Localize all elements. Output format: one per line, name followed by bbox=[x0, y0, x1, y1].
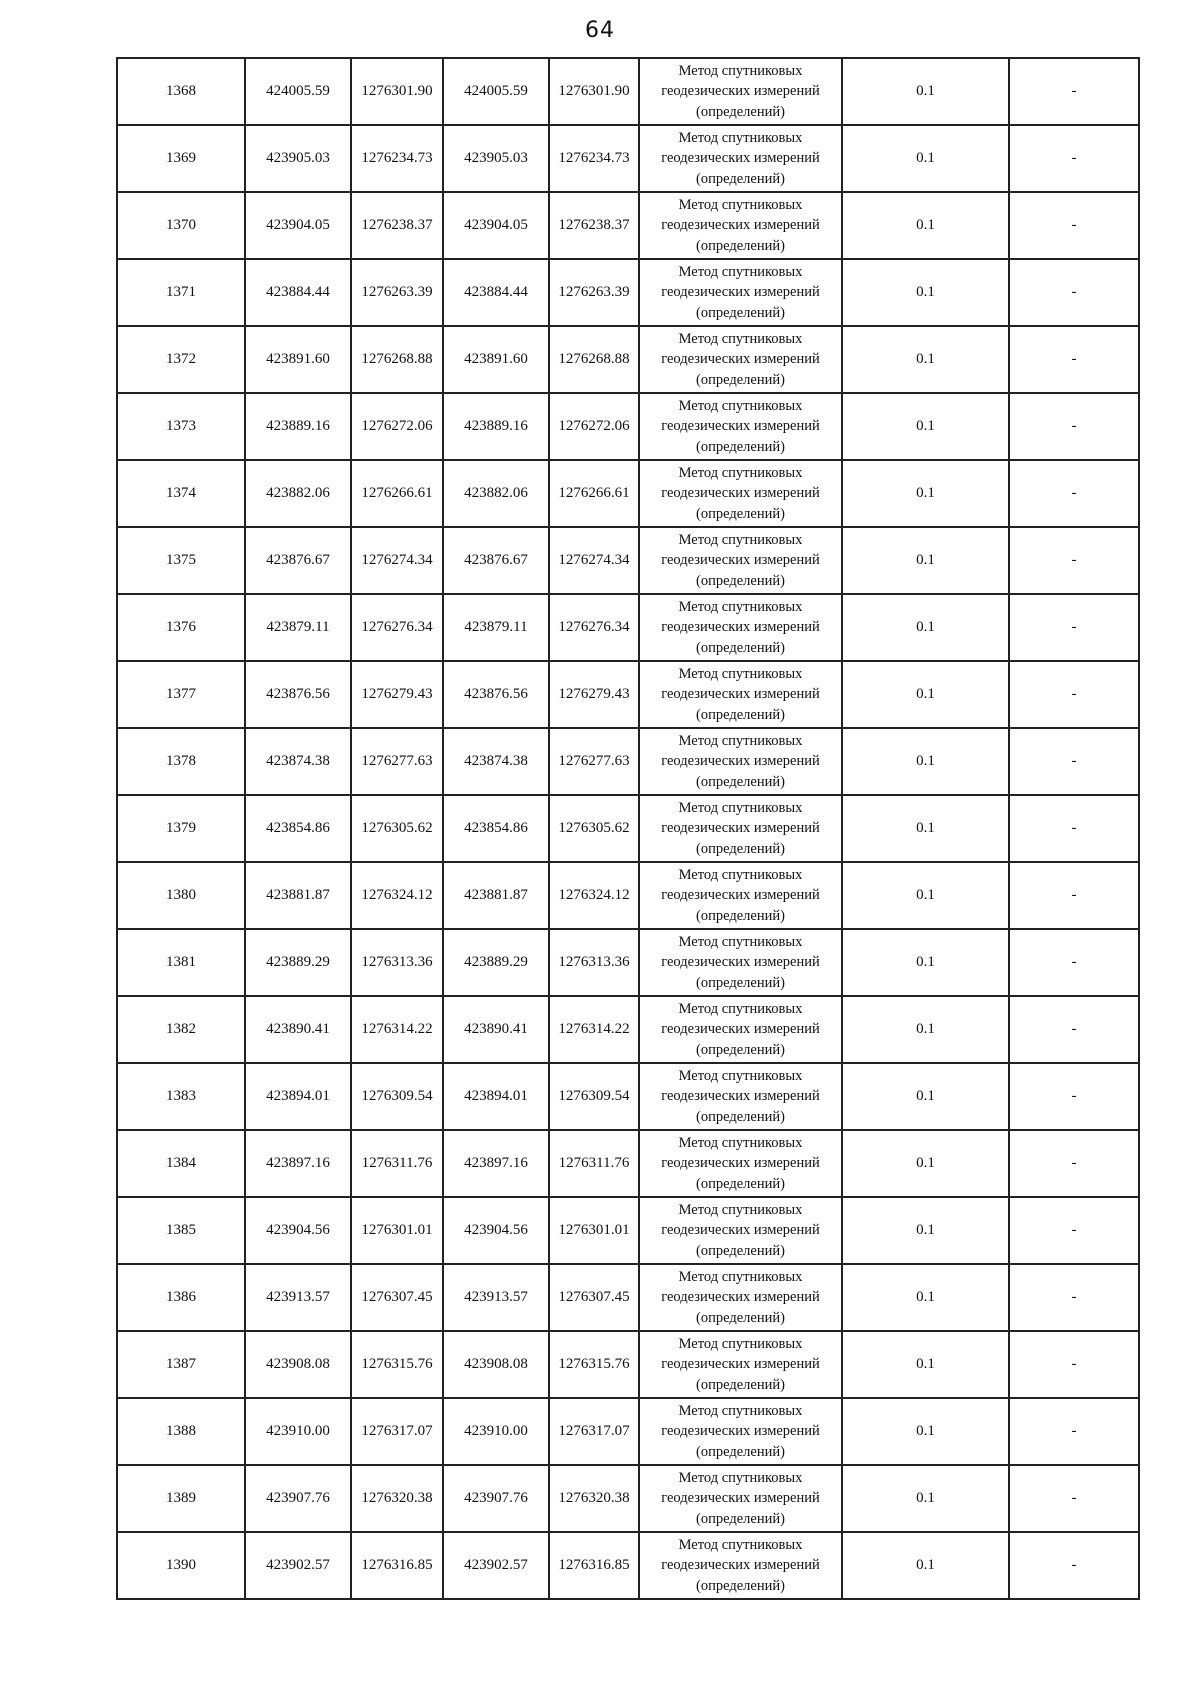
existing-x-cell: 423882.06 bbox=[245, 460, 351, 527]
refined-x-cell: 423913.57 bbox=[443, 1264, 549, 1331]
table-row bbox=[117, 1465, 1139, 1532]
point-number-cell: 1387 bbox=[117, 1331, 245, 1398]
refined-y-cell: 1276315.76 bbox=[549, 1331, 639, 1398]
refined-x-cell: 423879.11 bbox=[443, 594, 549, 661]
accuracy-cell: 0.1 bbox=[842, 460, 1009, 527]
accuracy-cell: 0.1 bbox=[842, 795, 1009, 862]
existing-x-cell: 424005.59 bbox=[245, 58, 351, 125]
accuracy-cell: 0.1 bbox=[842, 527, 1009, 594]
description-cell: - bbox=[1009, 1532, 1139, 1599]
existing-x-cell: 423889.29 bbox=[245, 929, 351, 996]
refined-y-cell: 1276324.12 bbox=[549, 862, 639, 929]
description-cell: - bbox=[1009, 1130, 1139, 1197]
table-row bbox=[117, 594, 1139, 661]
description-cell: - bbox=[1009, 192, 1139, 259]
method-cell: Метод спутниковых геодезических измерений (определений) bbox=[639, 527, 842, 594]
existing-x-cell: 423910.00 bbox=[245, 1398, 351, 1465]
refined-x-cell: 423881.87 bbox=[443, 862, 549, 929]
point-number-cell: 1377 bbox=[117, 661, 245, 728]
description-cell: - bbox=[1009, 527, 1139, 594]
description-cell: - bbox=[1009, 1264, 1139, 1331]
method-cell: Метод спутниковых геодезических измерений (определений) bbox=[639, 795, 842, 862]
point-number-cell: 1376 bbox=[117, 594, 245, 661]
existing-y-cell: 1276311.76 bbox=[351, 1130, 443, 1197]
point-number-cell: 1371 bbox=[117, 259, 245, 326]
refined-y-cell: 1276266.61 bbox=[549, 460, 639, 527]
point-number-cell: 1383 bbox=[117, 1063, 245, 1130]
refined-y-cell: 1276307.45 bbox=[549, 1264, 639, 1331]
accuracy-cell: 0.1 bbox=[842, 393, 1009, 460]
description-cell: - bbox=[1009, 1063, 1139, 1130]
refined-x-cell: 423884.44 bbox=[443, 259, 549, 326]
refined-y-cell: 1276274.34 bbox=[549, 527, 639, 594]
refined-x-cell: 423904.05 bbox=[443, 192, 549, 259]
existing-x-cell: 423890.41 bbox=[245, 996, 351, 1063]
accuracy-cell: 0.1 bbox=[842, 661, 1009, 728]
method-cell: Метод спутниковых геодезических измерений (определений) bbox=[639, 259, 842, 326]
existing-y-cell: 1276317.07 bbox=[351, 1398, 443, 1465]
accuracy-cell: 0.1 bbox=[842, 125, 1009, 192]
point-number-cell: 1386 bbox=[117, 1264, 245, 1331]
table-row bbox=[117, 1130, 1139, 1197]
point-number-cell: 1384 bbox=[117, 1130, 245, 1197]
description-cell: - bbox=[1009, 460, 1139, 527]
existing-x-cell: 423891.60 bbox=[245, 326, 351, 393]
point-number-cell: 1374 bbox=[117, 460, 245, 527]
existing-y-cell: 1276301.01 bbox=[351, 1197, 443, 1264]
accuracy-cell: 0.1 bbox=[842, 1264, 1009, 1331]
accuracy-cell: 0.1 bbox=[842, 929, 1009, 996]
existing-y-cell: 1276276.34 bbox=[351, 594, 443, 661]
refined-y-cell: 1276301.90 bbox=[549, 58, 639, 125]
existing-x-cell: 423905.03 bbox=[245, 125, 351, 192]
point-number-cell: 1369 bbox=[117, 125, 245, 192]
accuracy-cell: 0.1 bbox=[842, 1532, 1009, 1599]
existing-y-cell: 1276313.36 bbox=[351, 929, 443, 996]
table-row bbox=[117, 1264, 1139, 1331]
existing-y-cell: 1276307.45 bbox=[351, 1264, 443, 1331]
table-row bbox=[117, 1197, 1139, 1264]
description-cell: - bbox=[1009, 1465, 1139, 1532]
accuracy-cell: 0.1 bbox=[842, 1331, 1009, 1398]
accuracy-cell: 0.1 bbox=[842, 862, 1009, 929]
point-number-cell: 1372 bbox=[117, 326, 245, 393]
description-cell: - bbox=[1009, 58, 1139, 125]
refined-y-cell: 1276320.38 bbox=[549, 1465, 639, 1532]
refined-x-cell: 423891.60 bbox=[443, 326, 549, 393]
point-number-cell: 1388 bbox=[117, 1398, 245, 1465]
refined-x-cell: 423889.29 bbox=[443, 929, 549, 996]
description-cell: - bbox=[1009, 929, 1139, 996]
table-row bbox=[117, 996, 1139, 1063]
method-cell: Метод спутниковых геодезических измерений (определений) bbox=[639, 1063, 842, 1130]
existing-x-cell: 423876.56 bbox=[245, 661, 351, 728]
refined-y-cell: 1276316.85 bbox=[549, 1532, 639, 1599]
point-number-cell: 1368 bbox=[117, 58, 245, 125]
description-cell: - bbox=[1009, 594, 1139, 661]
table-row bbox=[117, 125, 1139, 192]
refined-x-cell: 423910.00 bbox=[443, 1398, 549, 1465]
refined-x-cell: 423854.86 bbox=[443, 795, 549, 862]
existing-y-cell: 1276309.54 bbox=[351, 1063, 443, 1130]
accuracy-cell: 0.1 bbox=[842, 259, 1009, 326]
existing-y-cell: 1276305.62 bbox=[351, 795, 443, 862]
point-number-cell: 1378 bbox=[117, 728, 245, 795]
method-cell: Метод спутниковых геодезических измерений (определений) bbox=[639, 661, 842, 728]
refined-x-cell: 423876.67 bbox=[443, 527, 549, 594]
method-cell: Метод спутниковых геодезических измерений (определений) bbox=[639, 125, 842, 192]
point-number-cell: 1379 bbox=[117, 795, 245, 862]
method-cell: Метод спутниковых геодезических измерений (определений) bbox=[639, 1130, 842, 1197]
existing-y-cell: 1276266.61 bbox=[351, 460, 443, 527]
method-cell: Метод спутниковых геодезических измерений (определений) bbox=[639, 996, 842, 1063]
existing-x-cell: 423904.05 bbox=[245, 192, 351, 259]
existing-x-cell: 423874.38 bbox=[245, 728, 351, 795]
description-cell: - bbox=[1009, 996, 1139, 1063]
method-cell: Метод спутниковых геодезических измерений (определений) bbox=[639, 728, 842, 795]
method-cell: Метод спутниковых геодезических измерений (определений) bbox=[639, 862, 842, 929]
existing-x-cell: 423889.16 bbox=[245, 393, 351, 460]
refined-y-cell: 1276279.43 bbox=[549, 661, 639, 728]
table-body bbox=[117, 58, 1139, 1599]
point-number-cell: 1382 bbox=[117, 996, 245, 1063]
refined-y-cell: 1276311.76 bbox=[549, 1130, 639, 1197]
table-row bbox=[117, 460, 1139, 527]
accuracy-cell: 0.1 bbox=[842, 594, 1009, 661]
description-cell: - bbox=[1009, 862, 1139, 929]
refined-y-cell: 1276272.06 bbox=[549, 393, 639, 460]
point-number-cell: 1370 bbox=[117, 192, 245, 259]
table-row bbox=[117, 728, 1139, 795]
refined-y-cell: 1276314.22 bbox=[549, 996, 639, 1063]
existing-y-cell: 1276272.06 bbox=[351, 393, 443, 460]
refined-y-cell: 1276234.73 bbox=[549, 125, 639, 192]
accuracy-cell: 0.1 bbox=[842, 728, 1009, 795]
table-row bbox=[117, 393, 1139, 460]
existing-y-cell: 1276277.63 bbox=[351, 728, 443, 795]
existing-y-cell: 1276315.76 bbox=[351, 1331, 443, 1398]
existing-x-cell: 423879.11 bbox=[245, 594, 351, 661]
refined-y-cell: 1276301.01 bbox=[549, 1197, 639, 1264]
existing-y-cell: 1276279.43 bbox=[351, 661, 443, 728]
refined-x-cell: 423904.56 bbox=[443, 1197, 549, 1264]
accuracy-cell: 0.1 bbox=[842, 1130, 1009, 1197]
existing-y-cell: 1276324.12 bbox=[351, 862, 443, 929]
existing-y-cell: 1276274.34 bbox=[351, 527, 443, 594]
existing-x-cell: 423904.56 bbox=[245, 1197, 351, 1264]
accuracy-cell: 0.1 bbox=[842, 1197, 1009, 1264]
page-number: 64 bbox=[585, 18, 615, 43]
refined-y-cell: 1276305.62 bbox=[549, 795, 639, 862]
table-row bbox=[117, 192, 1139, 259]
existing-y-cell: 1276268.88 bbox=[351, 326, 443, 393]
existing-x-cell: 423881.87 bbox=[245, 862, 351, 929]
table-row bbox=[117, 1532, 1139, 1599]
method-cell: Метод спутниковых геодезических измерений (определений) bbox=[639, 393, 842, 460]
existing-x-cell: 423913.57 bbox=[245, 1264, 351, 1331]
description-cell: - bbox=[1009, 326, 1139, 393]
refined-x-cell: 423890.41 bbox=[443, 996, 549, 1063]
existing-y-cell: 1276314.22 bbox=[351, 996, 443, 1063]
refined-x-cell: 423902.57 bbox=[443, 1532, 549, 1599]
description-cell: - bbox=[1009, 125, 1139, 192]
table-row bbox=[117, 326, 1139, 393]
refined-y-cell: 1276263.39 bbox=[549, 259, 639, 326]
refined-x-cell: 423889.16 bbox=[443, 393, 549, 460]
point-number-cell: 1375 bbox=[117, 527, 245, 594]
existing-y-cell: 1276263.39 bbox=[351, 259, 443, 326]
refined-x-cell: 423908.08 bbox=[443, 1331, 549, 1398]
refined-y-cell: 1276313.36 bbox=[549, 929, 639, 996]
existing-x-cell: 423908.08 bbox=[245, 1331, 351, 1398]
method-cell: Метод спутниковых геодезических измерений (определений) bbox=[639, 1532, 842, 1599]
table-row bbox=[117, 929, 1139, 996]
description-cell: - bbox=[1009, 1197, 1139, 1264]
description-cell: - bbox=[1009, 661, 1139, 728]
method-cell: Метод спутниковых геодезических измерений (определений) bbox=[639, 1331, 842, 1398]
description-cell: - bbox=[1009, 259, 1139, 326]
refined-y-cell: 1276238.37 bbox=[549, 192, 639, 259]
refined-y-cell: 1276317.07 bbox=[549, 1398, 639, 1465]
refined-y-cell: 1276277.63 bbox=[549, 728, 639, 795]
method-cell: Метод спутниковых геодезических измерений (определений) bbox=[639, 1465, 842, 1532]
method-cell: Метод спутниковых геодезических измерений (определений) bbox=[639, 460, 842, 527]
point-number-cell: 1373 bbox=[117, 393, 245, 460]
table-row bbox=[117, 862, 1139, 929]
existing-x-cell: 423902.57 bbox=[245, 1532, 351, 1599]
description-cell: - bbox=[1009, 1331, 1139, 1398]
table-row bbox=[117, 1398, 1139, 1465]
table-row bbox=[117, 795, 1139, 862]
existing-y-cell: 1276238.37 bbox=[351, 192, 443, 259]
accuracy-cell: 0.1 bbox=[842, 996, 1009, 1063]
point-number-cell: 1385 bbox=[117, 1197, 245, 1264]
accuracy-cell: 0.1 bbox=[842, 192, 1009, 259]
refined-x-cell: 424005.59 bbox=[443, 58, 549, 125]
existing-x-cell: 423854.86 bbox=[245, 795, 351, 862]
accuracy-cell: 0.1 bbox=[842, 1063, 1009, 1130]
refined-x-cell: 423905.03 bbox=[443, 125, 549, 192]
method-cell: Метод спутниковых геодезических измерений (определений) bbox=[639, 58, 842, 125]
existing-x-cell: 423897.16 bbox=[245, 1130, 351, 1197]
refined-x-cell: 423894.01 bbox=[443, 1063, 549, 1130]
existing-y-cell: 1276316.85 bbox=[351, 1532, 443, 1599]
accuracy-cell: 0.1 bbox=[842, 326, 1009, 393]
existing-x-cell: 423894.01 bbox=[245, 1063, 351, 1130]
point-number-cell: 1389 bbox=[117, 1465, 245, 1532]
method-cell: Метод спутниковых геодезических измерений (определений) bbox=[639, 1264, 842, 1331]
accuracy-cell: 0.1 bbox=[842, 58, 1009, 125]
refined-x-cell: 423882.06 bbox=[443, 460, 549, 527]
refined-y-cell: 1276309.54 bbox=[549, 1063, 639, 1130]
refined-y-cell: 1276276.34 bbox=[549, 594, 639, 661]
point-number-cell: 1381 bbox=[117, 929, 245, 996]
table-row bbox=[117, 1063, 1139, 1130]
existing-y-cell: 1276301.90 bbox=[351, 58, 443, 125]
description-cell: - bbox=[1009, 728, 1139, 795]
existing-y-cell: 1276234.73 bbox=[351, 125, 443, 192]
method-cell: Метод спутниковых геодезических измерений (определений) bbox=[639, 192, 842, 259]
refined-x-cell: 423907.76 bbox=[443, 1465, 549, 1532]
table-row bbox=[117, 58, 1139, 125]
description-cell: - bbox=[1009, 795, 1139, 862]
refined-x-cell: 423897.16 bbox=[443, 1130, 549, 1197]
method-cell: Метод спутниковых геодезических измерений (определений) bbox=[639, 326, 842, 393]
table-row bbox=[117, 661, 1139, 728]
existing-x-cell: 423884.44 bbox=[245, 259, 351, 326]
accuracy-cell: 0.1 bbox=[842, 1465, 1009, 1532]
point-number-cell: 1380 bbox=[117, 862, 245, 929]
accuracy-cell: 0.1 bbox=[842, 1398, 1009, 1465]
table-row bbox=[117, 527, 1139, 594]
refined-x-cell: 423876.56 bbox=[443, 661, 549, 728]
existing-y-cell: 1276320.38 bbox=[351, 1465, 443, 1532]
existing-x-cell: 423907.76 bbox=[245, 1465, 351, 1532]
coordinates-table bbox=[116, 57, 1140, 1600]
point-number-cell: 1390 bbox=[117, 1532, 245, 1599]
description-cell: - bbox=[1009, 1398, 1139, 1465]
method-cell: Метод спутниковых геодезических измерений (определений) bbox=[639, 929, 842, 996]
method-cell: Метод спутниковых геодезических измерений (определений) bbox=[639, 1398, 842, 1465]
method-cell: Метод спутниковых геодезических измерений (определений) bbox=[639, 594, 842, 661]
method-cell: Метод спутниковых геодезических измерений (определений) bbox=[639, 1197, 842, 1264]
table-row bbox=[117, 1331, 1139, 1398]
refined-x-cell: 423874.38 bbox=[443, 728, 549, 795]
table-row bbox=[117, 259, 1139, 326]
refined-y-cell: 1276268.88 bbox=[549, 326, 639, 393]
existing-x-cell: 423876.67 bbox=[245, 527, 351, 594]
description-cell: - bbox=[1009, 393, 1139, 460]
